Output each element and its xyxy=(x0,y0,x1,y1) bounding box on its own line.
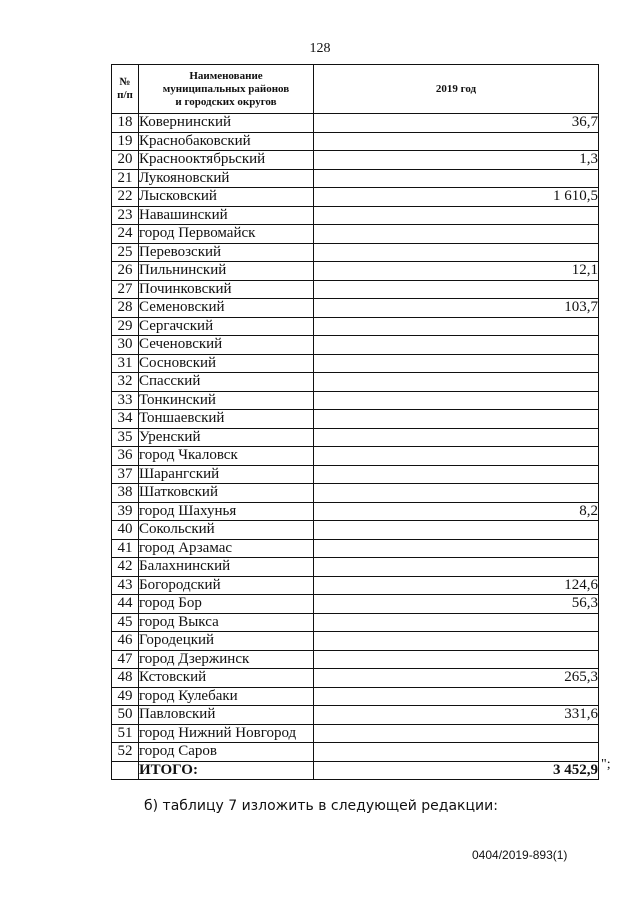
table-row xyxy=(112,724,599,743)
table-row xyxy=(112,447,599,466)
table-row xyxy=(112,410,599,429)
table-row xyxy=(112,169,599,188)
row-value xyxy=(314,373,599,392)
table-row xyxy=(112,558,599,577)
row-number: 26 xyxy=(112,262,139,281)
row-value xyxy=(314,743,599,762)
row-name: город Выкса xyxy=(139,613,314,632)
row-number: 34 xyxy=(112,410,139,429)
total-row xyxy=(112,761,599,780)
row-value: 36,7 xyxy=(314,114,599,133)
table-row xyxy=(112,243,599,262)
table-row xyxy=(112,706,599,725)
table-row xyxy=(112,595,599,614)
table-row xyxy=(112,539,599,558)
row-number: 45 xyxy=(112,613,139,632)
row-number: 35 xyxy=(112,428,139,447)
row-number: 51 xyxy=(112,724,139,743)
row-name: Тоншаевский xyxy=(139,410,314,429)
row-value: 331,6 xyxy=(314,706,599,725)
row-value: 1 610,5 xyxy=(314,188,599,207)
row-number: 23 xyxy=(112,206,139,225)
row-name: город Дзержинск xyxy=(139,650,314,669)
row-number: 18 xyxy=(112,114,139,133)
row-name: город Первомайск xyxy=(139,225,314,244)
table-row xyxy=(112,280,599,299)
table-row xyxy=(112,373,599,392)
row-name: Спасский xyxy=(139,373,314,392)
row-value: 1,3 xyxy=(314,151,599,170)
row-value xyxy=(314,632,599,651)
row-number: 20 xyxy=(112,151,139,170)
table-row xyxy=(112,576,599,595)
row-value xyxy=(314,650,599,669)
row-number: 42 xyxy=(112,558,139,577)
header-num: № п/п xyxy=(112,65,139,114)
row-name: Краснооктябрьский xyxy=(139,151,314,170)
table-row xyxy=(112,114,599,133)
row-name: Богородский xyxy=(139,576,314,595)
row-name: город Саров xyxy=(139,743,314,762)
row-name: Сеченовский xyxy=(139,336,314,355)
row-number: 48 xyxy=(112,669,139,688)
header-name: Наименование муниципальных районов и городских округов xyxy=(139,65,314,114)
row-name: Кстовский xyxy=(139,669,314,688)
row-value xyxy=(314,428,599,447)
row-name: город Чкаловск xyxy=(139,447,314,466)
row-number: 36 xyxy=(112,447,139,466)
row-value: 265,3 xyxy=(314,669,599,688)
row-value xyxy=(314,206,599,225)
row-name: Сосновский xyxy=(139,354,314,373)
row-name: город Бор xyxy=(139,595,314,614)
row-number: 31 xyxy=(112,354,139,373)
row-name: Уренский xyxy=(139,428,314,447)
row-number: 28 xyxy=(112,299,139,318)
table-row xyxy=(112,151,599,170)
table-row xyxy=(112,428,599,447)
table-row xyxy=(112,317,599,336)
page-number: 128 xyxy=(309,41,331,56)
table-row xyxy=(112,743,599,762)
row-number: 30 xyxy=(112,336,139,355)
table-header-row xyxy=(112,65,599,114)
row-name: Перевозский xyxy=(139,243,314,262)
row-name: Починковский xyxy=(139,280,314,299)
table-row xyxy=(112,262,599,281)
row-value xyxy=(314,391,599,410)
row-value: 12,1 xyxy=(314,262,599,281)
row-value xyxy=(314,558,599,577)
row-value xyxy=(314,132,599,151)
document-code: 0404/2019-893(1) xyxy=(472,848,568,862)
row-name: Балахнинский xyxy=(139,558,314,577)
row-value xyxy=(314,280,599,299)
row-number: 47 xyxy=(112,650,139,669)
total-value: 3 452,9 xyxy=(314,761,599,780)
row-number: 27 xyxy=(112,280,139,299)
row-number: 39 xyxy=(112,502,139,521)
row-name: Шатковский xyxy=(139,484,314,503)
row-number: 22 xyxy=(112,188,139,207)
row-value xyxy=(314,169,599,188)
row-number: 44 xyxy=(112,595,139,614)
table-row xyxy=(112,206,599,225)
table-row xyxy=(112,502,599,521)
table-row xyxy=(112,465,599,484)
row-value xyxy=(314,465,599,484)
row-name: город Арзамас xyxy=(139,539,314,558)
table-row xyxy=(112,299,599,318)
row-number: 33 xyxy=(112,391,139,410)
row-number: 49 xyxy=(112,687,139,706)
row-name: Лукояновский xyxy=(139,169,314,188)
row-name: Тонкинский xyxy=(139,391,314,410)
row-value xyxy=(314,724,599,743)
row-value xyxy=(314,539,599,558)
row-number: 37 xyxy=(112,465,139,484)
row-value: 103,7 xyxy=(314,299,599,318)
row-name: Семеновский xyxy=(139,299,314,318)
row-number: 50 xyxy=(112,706,139,725)
row-name: Городецкий xyxy=(139,632,314,651)
row-number: 19 xyxy=(112,132,139,151)
table-row xyxy=(112,354,599,373)
table-row xyxy=(112,132,599,151)
row-value xyxy=(314,687,599,706)
row-number: 40 xyxy=(112,521,139,540)
row-value: 8,2 xyxy=(314,502,599,521)
table-row xyxy=(112,484,599,503)
row-value xyxy=(314,484,599,503)
row-number: 32 xyxy=(112,373,139,392)
row-name: Краснобаковский xyxy=(139,132,314,151)
row-number: 24 xyxy=(112,225,139,244)
row-name: Пильнинский xyxy=(139,262,314,281)
row-number: 46 xyxy=(112,632,139,651)
row-value xyxy=(314,336,599,355)
table-row xyxy=(112,669,599,688)
row-value xyxy=(314,225,599,244)
row-name: Сергачский xyxy=(139,317,314,336)
row-value: 56,3 xyxy=(314,595,599,614)
row-value xyxy=(314,354,599,373)
amendment-note: б) таблицу 7 изложить в следующей редакции: xyxy=(144,798,498,814)
row-number: 29 xyxy=(112,317,139,336)
row-number: 52 xyxy=(112,743,139,762)
budget-table xyxy=(111,64,599,780)
row-name: Навашинский xyxy=(139,206,314,225)
row-name: Лысковский xyxy=(139,188,314,207)
row-name: город Нижний Новгород xyxy=(139,724,314,743)
row-name: Сокольский xyxy=(139,521,314,540)
row-name: Ковернинский xyxy=(139,114,314,133)
row-number: 21 xyxy=(112,169,139,188)
row-value: 124,6 xyxy=(314,576,599,595)
row-value xyxy=(314,447,599,466)
row-value xyxy=(314,613,599,632)
table-row xyxy=(112,650,599,669)
row-name: город Шахунья xyxy=(139,502,314,521)
table-row xyxy=(112,687,599,706)
total-num-cell xyxy=(112,761,139,780)
table-row xyxy=(112,188,599,207)
table-row xyxy=(112,391,599,410)
row-name: Павловский xyxy=(139,706,314,725)
table-row xyxy=(112,521,599,540)
row-number: 38 xyxy=(112,484,139,503)
total-label: ИТОГО: xyxy=(139,761,314,780)
row-value xyxy=(314,317,599,336)
table-row xyxy=(112,336,599,355)
row-value xyxy=(314,243,599,262)
row-number: 43 xyxy=(112,576,139,595)
row-name: Шарангский xyxy=(139,465,314,484)
row-number: 41 xyxy=(112,539,139,558)
table-row xyxy=(112,632,599,651)
closing-quote: "; xyxy=(601,757,611,772)
table-row xyxy=(112,225,599,244)
row-name: город Кулебаки xyxy=(139,687,314,706)
row-number: 25 xyxy=(112,243,139,262)
row-value xyxy=(314,410,599,429)
table-row xyxy=(112,613,599,632)
header-year: 2019 год xyxy=(314,65,599,114)
row-value xyxy=(314,521,599,540)
